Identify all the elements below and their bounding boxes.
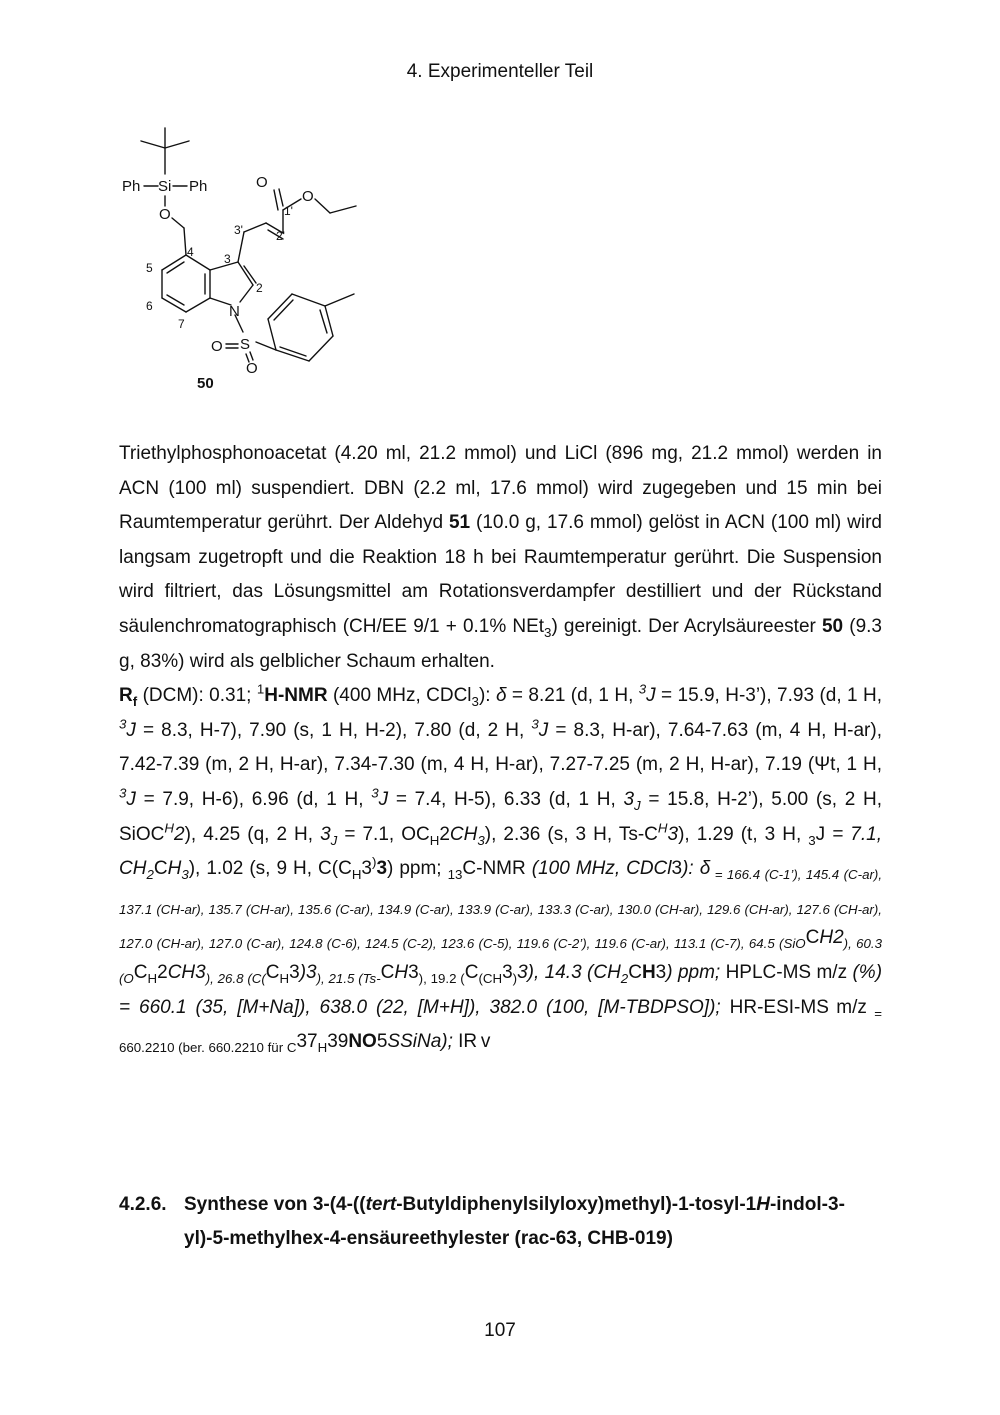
superscript: H bbox=[164, 820, 175, 836]
locant-5: 5 bbox=[146, 261, 153, 275]
text-run: ) gereinigt. Der Acrylsäureester bbox=[551, 615, 822, 637]
text-run: = 8.3, H-7), 7.90 (s, 1 H, H-2), 7.80 (d, 2 H, bbox=[135, 719, 532, 741]
carbonyl-oxygen-label: O bbox=[256, 174, 268, 191]
italic: ): bbox=[682, 858, 700, 880]
locant-3: 3 bbox=[224, 252, 231, 266]
phenyl-right-label: Ph bbox=[189, 178, 208, 195]
characterization-paragraph bbox=[119, 679, 882, 1060]
text-run: m/z bbox=[836, 996, 867, 1018]
silicon-label: Si bbox=[158, 178, 172, 195]
text-run: 37 bbox=[296, 1031, 318, 1053]
italic: 3 bbox=[667, 823, 679, 845]
silyl-oxygen-label: O bbox=[159, 206, 171, 223]
locant-2prime: 2' bbox=[276, 229, 285, 243]
text-run: C bbox=[133, 961, 148, 983]
sulfonyl-oxygen-1-label: O bbox=[211, 338, 223, 355]
text-run: C bbox=[464, 961, 479, 983]
subscript: f bbox=[132, 693, 138, 709]
subscript: H bbox=[429, 832, 440, 848]
text-run: 5 bbox=[376, 1031, 388, 1053]
sulfonyl-oxygen-2-label: O bbox=[246, 360, 258, 377]
sulfur-label: S bbox=[240, 336, 251, 353]
italic: δ bbox=[699, 858, 711, 880]
title-italic: H bbox=[756, 1194, 770, 1215]
compound-ref: 50 bbox=[821, 615, 844, 637]
subscript: 3 bbox=[477, 832, 485, 848]
text-run: C bbox=[628, 961, 642, 983]
text-run: = 8.21 (d, 1 H, bbox=[506, 685, 639, 707]
text-run: ), 1.29 (t, 3 H, bbox=[678, 823, 809, 845]
section-heading bbox=[119, 1188, 884, 1256]
italic: CH bbox=[449, 823, 478, 845]
subscript: 2 bbox=[146, 866, 154, 882]
ester-oxygen-label: O bbox=[302, 188, 314, 205]
text-run: = 7.4, H-5), 6.33 (d, 1 H, bbox=[388, 788, 624, 810]
text-run: C bbox=[380, 961, 395, 983]
subscript: J bbox=[330, 832, 338, 848]
subscript: 3 bbox=[808, 832, 816, 848]
text-run: 3 bbox=[502, 961, 513, 983]
text-run: v bbox=[480, 1031, 491, 1053]
subscript: 13 bbox=[447, 866, 463, 882]
text-run: J bbox=[815, 823, 826, 845]
subscript: ) bbox=[512, 970, 518, 986]
compound-number-label: 50 bbox=[197, 375, 214, 392]
locant-4: 4 bbox=[187, 245, 194, 259]
text-run: C bbox=[265, 961, 280, 983]
superscript: 3 bbox=[531, 716, 539, 732]
subscript: H bbox=[351, 866, 362, 882]
synthesis-paragraph bbox=[119, 437, 882, 679]
rf-label: R bbox=[119, 685, 133, 707]
subscript: 3 bbox=[181, 866, 189, 882]
subscript: H bbox=[279, 970, 290, 986]
subscript: ), 21.5 (Ts- bbox=[316, 970, 381, 986]
locant-1prime: 1' bbox=[284, 204, 293, 218]
locant-7: 7 bbox=[178, 317, 185, 331]
text-run: 3 bbox=[289, 961, 300, 983]
superscript: 3 bbox=[119, 785, 127, 801]
italic: 3 bbox=[306, 961, 317, 983]
subscript: ), 60.3 (O bbox=[119, 936, 882, 986]
italic: J bbox=[378, 788, 389, 810]
superscript: 1 bbox=[256, 681, 265, 697]
superscript: ) bbox=[372, 854, 377, 870]
italic: (100 MHz, CDCl bbox=[525, 858, 672, 880]
subscript: (CH bbox=[478, 970, 503, 986]
italic: H bbox=[819, 927, 834, 949]
text-run: ), 1.02 (s, 9 H, C(C bbox=[188, 858, 352, 880]
text-run: 3 bbox=[655, 961, 667, 983]
subscript: J bbox=[634, 797, 641, 813]
italic: SSiNa); bbox=[387, 1031, 459, 1053]
cnmr-label: 3 bbox=[376, 858, 388, 880]
subscript: 3 bbox=[544, 624, 552, 640]
superscript: 3 bbox=[371, 785, 379, 801]
text-run: 2 bbox=[157, 961, 168, 983]
subscript: = 660.2210 (ber. 660.2210 für C bbox=[119, 1005, 882, 1055]
text-run: HPLC-MS bbox=[725, 961, 812, 983]
italic: 2 bbox=[174, 823, 185, 845]
text-run: = 15.8, H-2’), 5.00 (s, 2 H, SiOC bbox=[119, 788, 882, 845]
chemical-structure-50 bbox=[110, 112, 430, 412]
italic: 3 bbox=[623, 788, 635, 810]
italic: 3 bbox=[195, 961, 206, 983]
text-run: 3 bbox=[671, 858, 683, 880]
italic: J bbox=[126, 788, 136, 810]
page-header: 4. Experimenteller Teil bbox=[406, 61, 594, 82]
italic: (%) = 660.1 (35, [M+Na]), 638.0 (22, [M+H]), 382.0 (100, [M-TBDPSO]); bbox=[119, 961, 883, 1018]
text-run: C-NMR bbox=[462, 858, 526, 880]
italic: ) bbox=[299, 961, 307, 983]
superscript: H bbox=[657, 820, 668, 836]
locant-3prime: 3' bbox=[234, 223, 243, 237]
title-run: Synthese von 3-(4-(( bbox=[184, 1194, 366, 1215]
text-run: 2 bbox=[439, 823, 450, 845]
text-run: m/z bbox=[816, 961, 848, 983]
subscript: H bbox=[317, 1039, 328, 1055]
italic: 2 bbox=[833, 927, 844, 949]
hnmr-label: H-NMR bbox=[264, 685, 328, 707]
italic: ) ppm; bbox=[666, 961, 726, 983]
title-run: -Butyldiphenylsilyloxy)methyl)-1-tosyl-1 bbox=[396, 1194, 757, 1215]
subscript: 2 bbox=[620, 970, 629, 986]
hplcms-label: H bbox=[641, 961, 656, 983]
italic: 3 bbox=[517, 961, 528, 983]
text-run: = 7.9, H-6), 6.96 (d, 1 H, bbox=[135, 788, 372, 810]
italic: ), 14.3 (CH bbox=[527, 961, 621, 983]
italic: J bbox=[646, 685, 656, 707]
subscript: H bbox=[147, 970, 158, 986]
title-run: -indol-3-yl)-5-methylhex-4-ensäureethylester (rac-63, CHB-019) bbox=[184, 1194, 845, 1249]
italic: H bbox=[167, 858, 182, 880]
locant-2: 2 bbox=[256, 281, 263, 295]
text-run: (10.0 g, 17.6 mmol) gelöst in ACN (100 ml) wird langsam zugetropft und die Reaktion 18 h bei Raumtemperatur gerührt. Die Suspension wird filtriert, das Lösungsmittel am Rotationsverdampfer destilliert und der Rückstand säulenchromatographisch (CH/EE 9/1 + 0.1% NEt bbox=[119, 512, 882, 637]
italic: CH bbox=[167, 961, 196, 983]
body-text bbox=[119, 437, 882, 1060]
text-run: ), 4.25 (q, 2 H, bbox=[184, 823, 321, 845]
phenyl-left-label: Ph bbox=[122, 178, 141, 195]
text-run: C bbox=[805, 927, 820, 949]
text-run: IR bbox=[458, 1031, 478, 1053]
text-run: = 7.1, OC bbox=[337, 823, 430, 845]
text-run: C bbox=[153, 858, 168, 880]
text-run: (9.3 g, 83%) wird als gelblicher Schaum erhalten. bbox=[119, 615, 882, 672]
subscript: = 166.4 (C-1’), 145.4 (C-ar), 137.1 (CH-ar), 135.7 (CH-ar), 135.6 (C-ar), 134.9 (C-ar), 133.9 (C-ar), 133.3 (C-ar), 130.0 (CH-ar), 129.6 (CH-ar), 127.6 (CH-ar), 127.0 (CH-ar), 127.0 (C-ar), 124.8 (C-6), 124.5 (C-2), 123.6 (C-5), 119.6 (C-2’), 119.6 (C-ar), 113.1 (C-7), 64.5 (SiO bbox=[119, 866, 883, 952]
text-run: 3 bbox=[408, 961, 419, 983]
italic: J bbox=[538, 719, 549, 741]
locant-6: 6 bbox=[146, 299, 153, 313]
subscript: ), 19.2 ( bbox=[418, 970, 465, 986]
nitrogen-label: N bbox=[229, 303, 240, 320]
italic: = 7.1, CH bbox=[119, 823, 883, 880]
section-number: 4.2.6. bbox=[119, 1194, 167, 1215]
italic: J bbox=[126, 719, 136, 741]
section-title bbox=[184, 1188, 884, 1256]
superscript: 3 bbox=[119, 716, 127, 732]
text-run: 3 bbox=[361, 858, 372, 880]
text-run: = 15.9, H-3’), 7.93 (d, 1 H, bbox=[655, 685, 882, 707]
text-run: (DCM): 0.31; bbox=[137, 685, 257, 707]
italic: H bbox=[394, 961, 409, 983]
text-run: 39 bbox=[327, 1031, 349, 1053]
text-run: HR-ESI-MS bbox=[729, 996, 829, 1018]
text-run: ): bbox=[478, 685, 496, 707]
text-run: ) ppm; bbox=[387, 858, 448, 880]
text-run: (400 MHz, CDCl bbox=[327, 685, 472, 707]
compound-ref: 51 bbox=[448, 512, 471, 534]
ir-label: NO bbox=[348, 1031, 377, 1053]
italic: δ bbox=[495, 685, 507, 707]
superscript: 3 bbox=[638, 681, 647, 697]
text-run: = 8.3, H-ar), 7.64-7.63 (m, 4 H, H-ar), 7.42-7.39 (m, 2 H, H-ar), 7.34-7.30 (m, 4 H, H-ar), 7.27-7.25 (m, 2 H, H-ar), 7.19 (Ψt, 1 H, bbox=[119, 719, 882, 776]
text-run: Triethylphosphonoacetat (4.20 ml, 21.2 mmol) und LiCl (896 mg, 21.2 mmol) werden in ACN (100 ml) suspendiert. DBN (2.2 ml, 17.6 mmol) wird zugegeben und 15 min bei Raumtemperatur gerührt. Der Aldehyd bbox=[119, 443, 882, 534]
text-run: ), 2.36 (s, 3 H, Ts-C bbox=[484, 823, 658, 845]
subscript: 3 bbox=[471, 693, 479, 709]
title-italic: tert bbox=[365, 1194, 397, 1215]
italic: 3 bbox=[320, 823, 331, 845]
subscript: ), 26.8 (C( bbox=[205, 970, 266, 986]
page-number: 107 bbox=[484, 1320, 516, 1341]
